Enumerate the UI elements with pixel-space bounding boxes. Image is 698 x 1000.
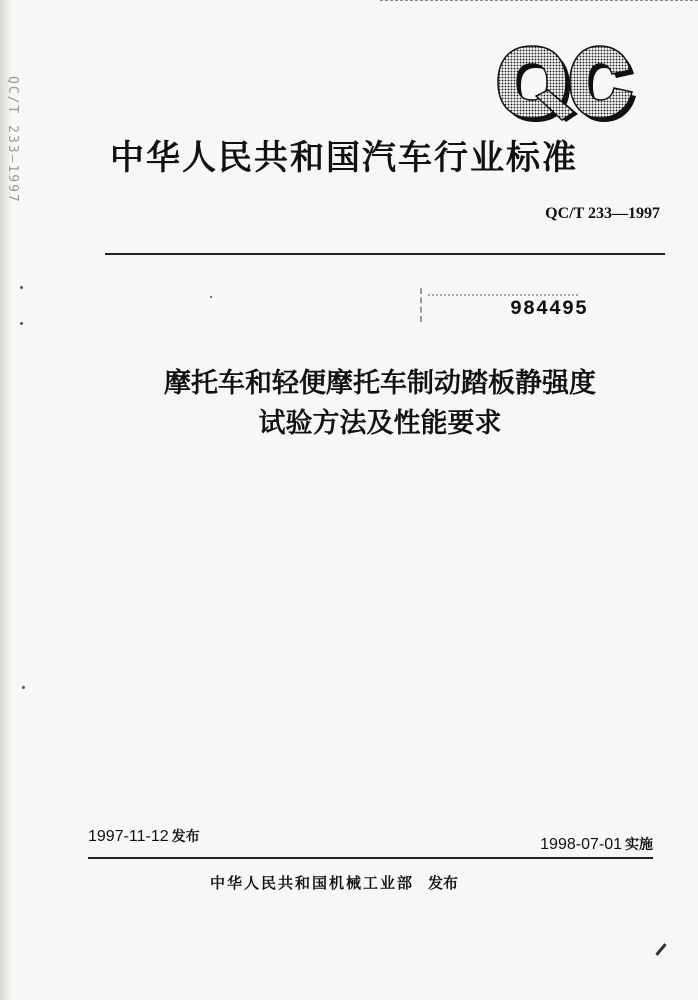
scan-top-edge [380, 0, 698, 9]
margin-stamp-text: QC/T 233—1997 [5, 76, 20, 204]
scan-speck [210, 296, 212, 298]
effective-date [540, 834, 653, 854]
effective-date-value: 1998-07-01 [540, 836, 622, 853]
qc-logo [492, 40, 644, 124]
scan-speck [22, 686, 25, 689]
registration-stamp [420, 288, 595, 324]
margin-stamp [2, 76, 20, 204]
document-title [100, 364, 660, 444]
publisher [210, 872, 530, 893]
pen-mark [655, 943, 666, 956]
standard-code: QC/T 233—1997 [545, 205, 660, 222]
scan-speck [20, 286, 23, 289]
publisher-label: 发布 [428, 874, 459, 892]
scan-speck [20, 322, 23, 325]
dates-divider [88, 857, 653, 859]
issue-date [88, 826, 200, 846]
publisher-name: 中华人民共和国机械工业部 [210, 874, 415, 892]
document-title-line-2: 试验方法及性能要求 [258, 408, 502, 439]
effective-date-label: 实施 [625, 836, 653, 852]
dates-row [88, 826, 653, 858]
document-title-line-1: 摩托车和轻便摩托车制动踏板静强度 [164, 368, 596, 399]
header-divider [105, 253, 665, 255]
registration-number: 984495 [510, 298, 589, 321]
issue-date-value: 1997-11-12 [88, 828, 169, 845]
issuing-body-title: 中华人民共和国汽车行业标准 [110, 138, 578, 178]
issue-date-label: 发布 [171, 828, 200, 844]
